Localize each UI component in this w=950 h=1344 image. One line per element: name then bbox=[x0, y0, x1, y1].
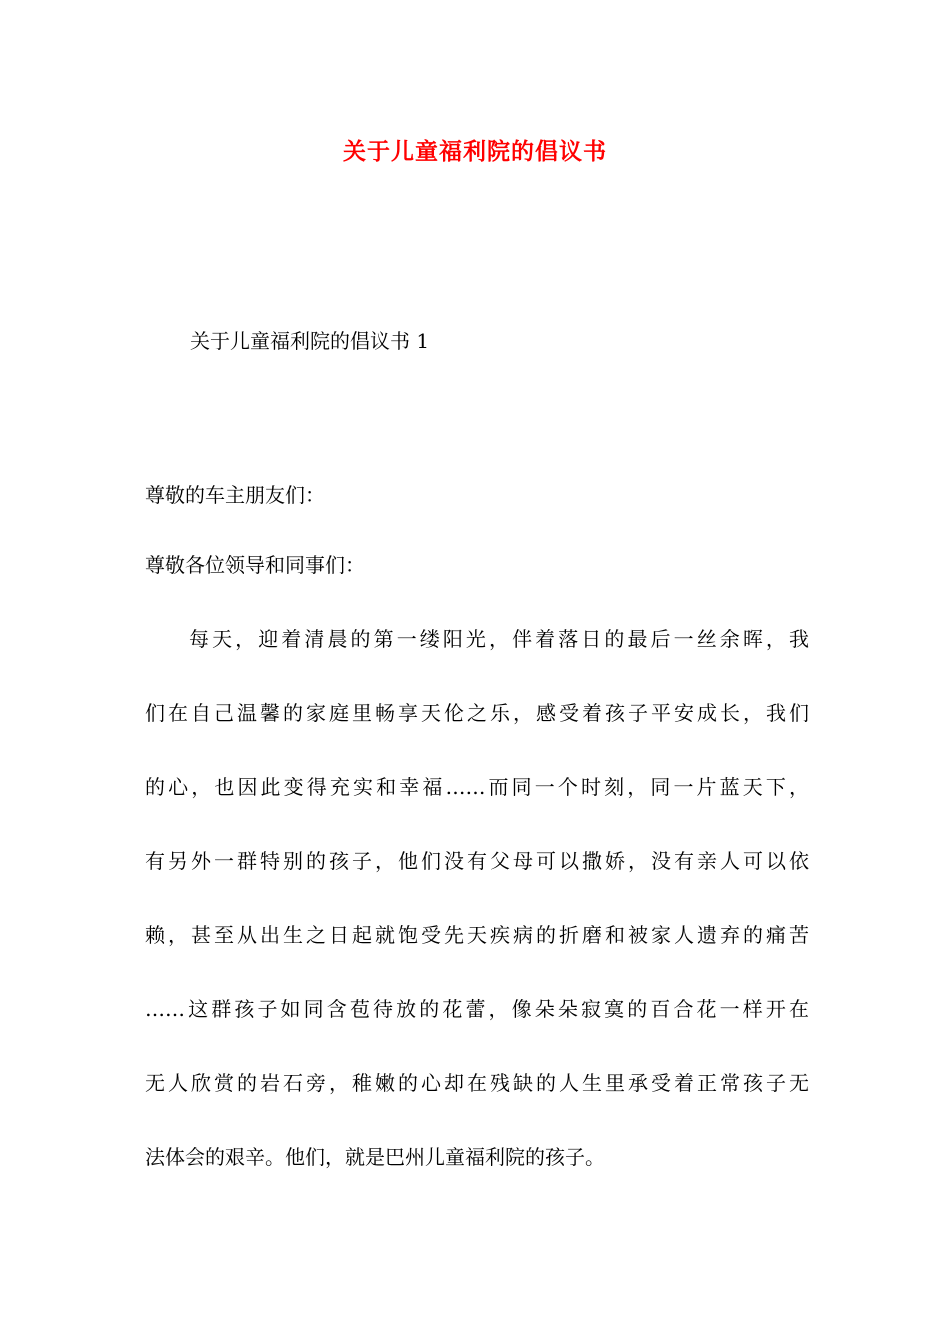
paragraph-line: 无人欣赏的岩石旁，稚嫩的心却在残缺的人生里承受着正常孩子无 bbox=[145, 1071, 809, 1095]
paragraph-line: 赖，甚至从出生之日起就饱受先天疾病的折磨和被家人遗弃的痛苦 bbox=[145, 923, 809, 947]
paragraph-line: 每天，迎着清晨的第一缕阳光，伴着落日的最后一丝余晖，我 bbox=[189, 627, 809, 651]
paragraph-line: 们在自己温馨的家庭里畅享天伦之乐，感受着孩子平安成长，我们 bbox=[145, 701, 809, 725]
paragraph-line: 的心，也因此变得充实和幸福……而同一个时刻，同一片蓝天下， bbox=[145, 775, 809, 799]
salutation-line: 尊敬的车主朋友们： bbox=[145, 483, 325, 507]
salutation-line: 尊敬各位领导和同事们： bbox=[145, 553, 365, 577]
paragraph-line: 有另外一群特别的孩子，他们没有父母可以撒娇，没有亲人可以依 bbox=[145, 849, 809, 873]
body-paragraph bbox=[145, 621, 809, 1213]
paragraph-line: 法体会的艰辛。他们，就是巴州儿童福利院的孩子。 bbox=[145, 1145, 605, 1169]
document-subtitle: 关于儿童福利院的倡议书 1 bbox=[190, 329, 430, 353]
document-title: 关于儿童福利院的倡议书 bbox=[343, 138, 607, 165]
paragraph-line: ……这群孩子如同含苞待放的花蕾，像朵朵寂寞的百合花一样开在 bbox=[145, 997, 809, 1021]
